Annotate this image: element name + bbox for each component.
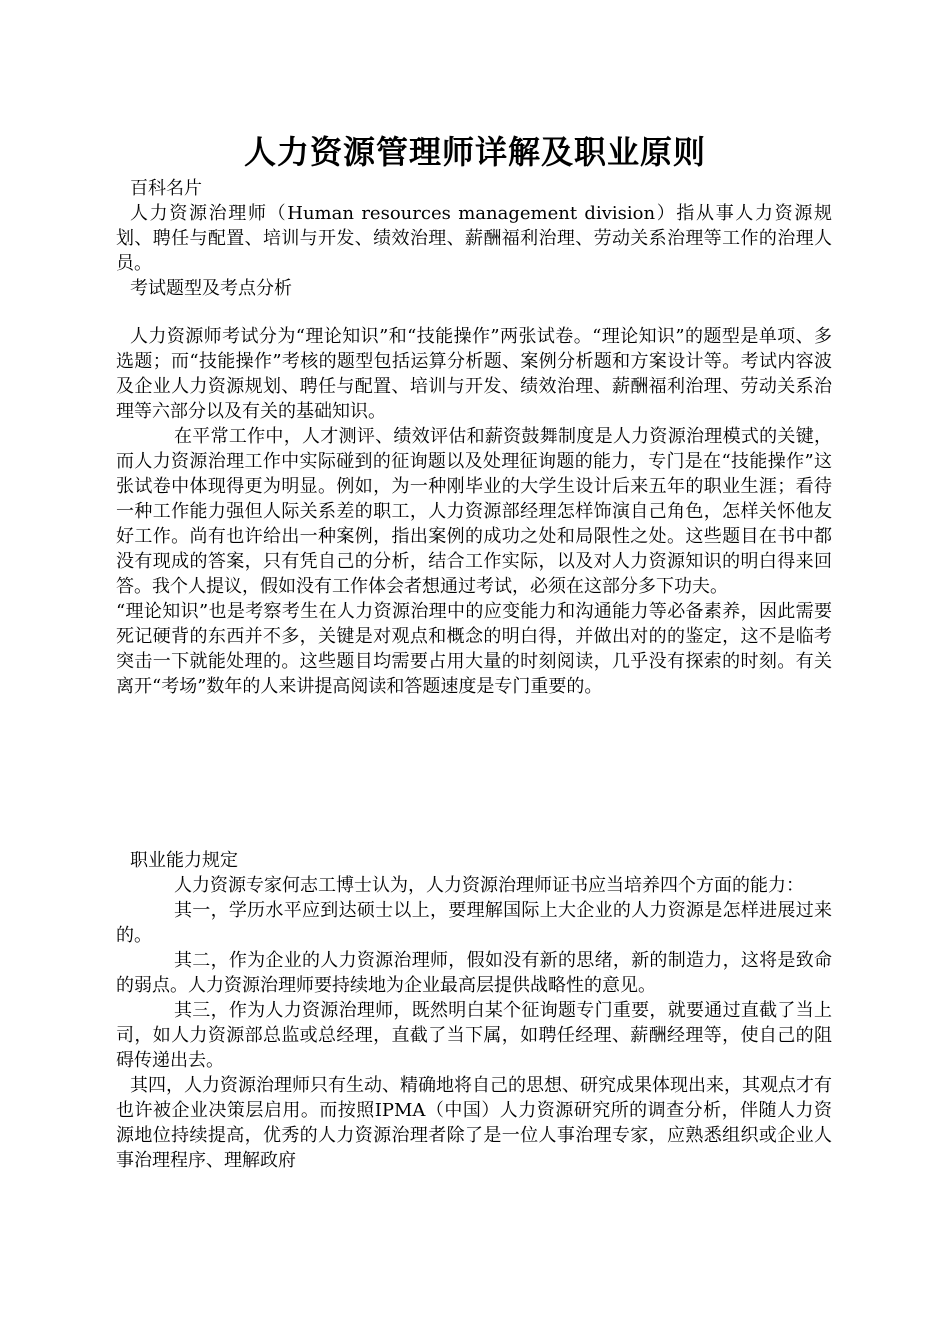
exam-paragraph: 人力资源师考试分为“理论知识”和“技能操作”两张试卷。“理论知识”的题型是单项、多选题；而“技能操作”考核的题型包括运算分析题、案例分析题和方案设计等。考试内容波及企业人力资源规划、聘任与配置、培训与开发、绩效治理、薪酬福利治理、劳动关系治理等六部分以及有关的基础知识。 xyxy=(116,326,832,422)
ability-section xyxy=(116,848,832,1173)
section-heading-card: 百科名片 xyxy=(130,178,202,199)
exam-section xyxy=(116,324,832,699)
ability-paragraph: 其三，作为人力资源治理师，既然明白某个征询题专门重要，就要通过直截了当上司，如人力资源部总监或总经理，直截了当下属，如聘任经理、薪酬经理等，使自己的阻碍传递出去。 xyxy=(116,1000,832,1071)
section-heading-ability: 职业能力规定 xyxy=(130,850,238,871)
ability-paragraph: 其四，人力资源治理师只有生动、精确地将自己的思想、研究成果体现出来，其观点才有也许被企业决策层启用。而按照IPMA（中国）人力资源研究所的调查分析，伴随人力资源地位持续提高，优秀的人力资源治理者除了是一位人事治理专家，应熟悉组织或企业人事治理程序、理解政府 xyxy=(116,1075,832,1171)
exam-paragraph: “理论知识”也是考察考生在人力资源治理中的应变能力和沟通能力等必备素养，因此需要死记硬背的东西并不多，关键是对观点和概念的明白得，并做出对的的鉴定，这不是临考突击一下就能处理的。这些题目均需要占用大量的时刻阅读，几乎没有探索的时刻。有关离开“考场”数年的人来讲提高阅读和答题速度是专门重要的。 xyxy=(116,601,832,697)
definition-paragraph: 人力资源治理师（Human resources management division）指从事人力资源规划、聘任与配置、培训与开发、绩效治理、薪酬福利治理、劳动关系治理等工作的治理人员。 xyxy=(116,203,832,274)
card-section xyxy=(116,176,832,301)
ability-paragraph: 其一，学历水平应到达硕士以上，要理解国际上大企业的人力资源是怎样进展过来的。 xyxy=(116,900,832,946)
ability-paragraph: 人力资源专家何志工博士认为，人力资源治理师证书应当培养四个方面的能力： xyxy=(174,875,804,896)
ability-paragraph: 其二，作为企业的人力资源治理师，假如没有新的思绪，新的制造力，这将是致命的弱点。人力资源治理师要持续地为企业最高层提供战略性的意见。 xyxy=(116,950,832,996)
exam-paragraph: 在平常工作中，人才测评、绩效评估和薪资鼓舞制度是人力资源治理模式的关键，而人力资源治理工作中实际碰到的征询题以及处理征询题的能力，专门是在“技能操作”这张试卷中体现得更为明显。例如，为一种刚毕业的大学生设计后来五年的职业生涯；看待一种工作能力强但人际关系差的职工，人力资源部经理怎样饰演自己角色，怎样关怀他友好工作。尚有也许给出一种案例，指出案例的成功之处和局限性之处。这些题目在书中都没有现成的答案，只有凭自己的分析，结合工作实际，以及对人力资源知识的明白得来回答。我个人提议，假如没有工作体会者想通过考试，必须在这部分多下功夫。 xyxy=(116,426,832,597)
section-heading-exam: 考试题型及考点分析 xyxy=(130,278,292,299)
document-title: 人力资源管理师详解及职业原则 xyxy=(243,133,706,171)
